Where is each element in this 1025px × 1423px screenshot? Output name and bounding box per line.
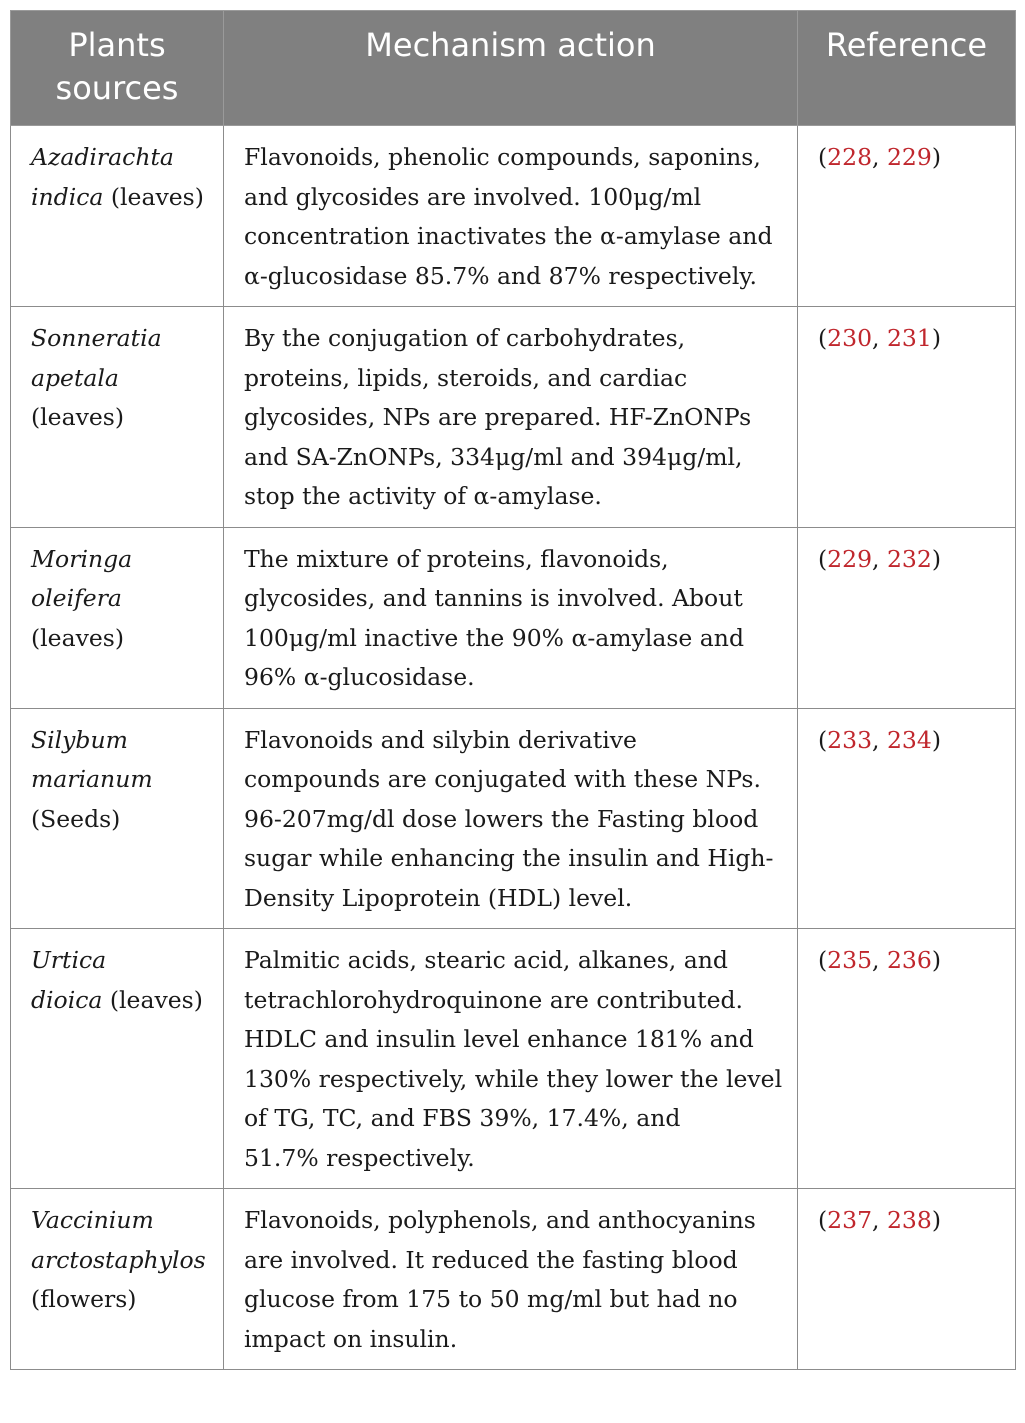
plant-source-cell	[11, 708, 224, 929]
plant-source-line	[31, 178, 215, 218]
plant-source-line	[31, 1241, 215, 1281]
table-row	[11, 527, 1016, 708]
reference-cell: (237, 238)	[798, 1189, 1016, 1370]
plant-part: (leaves)	[31, 403, 125, 431]
species-name: Azadirachta	[31, 143, 174, 171]
reference-link[interactable]: 229	[827, 544, 873, 573]
mechanism-line: of TG, TC, and FBS 39%, 17.4%, and	[244, 1104, 681, 1132]
plant-part: (leaves)	[103, 182, 204, 211]
plant-source-line	[31, 359, 215, 399]
plant-source-line	[31, 721, 215, 761]
mechanism-line: α-glucosidase 85.7% and 87% respectively.	[244, 261, 757, 290]
plant-part: (leaves)	[102, 985, 203, 1014]
plant-source-cell	[11, 126, 224, 307]
mechanism-line: 100μg/ml inactive the 90% α-amylase and	[244, 623, 744, 652]
reference-link[interactable]: 238	[886, 1206, 932, 1234]
reference-link[interactable]: 229	[886, 143, 932, 171]
mechanism-cell	[224, 929, 798, 1189]
reference-link[interactable]: 237	[827, 1206, 873, 1234]
reference-link[interactable]: 230	[827, 324, 873, 352]
species-name: marianum	[31, 765, 153, 793]
mechanism-cell	[224, 307, 798, 528]
reference-cell: (229, 232)	[798, 527, 1016, 708]
header-line: Plants	[68, 26, 166, 64]
mechanism-line: 96% α-glucosidase.	[244, 663, 475, 691]
table-row	[11, 126, 1016, 307]
species-name: Vaccinium	[31, 1206, 154, 1234]
mechanism-line: 51.7% respectively.	[244, 1143, 475, 1172]
plant-source-line	[31, 760, 215, 800]
species-name: Silybum	[31, 725, 128, 754]
plant-source-line	[31, 1280, 215, 1320]
reference-cell: (230, 231)	[798, 307, 1016, 528]
plant-part: (Seeds)	[31, 804, 121, 833]
species-name: Sonneratia	[31, 324, 162, 352]
reference-link[interactable]: 233	[827, 725, 873, 754]
mechanism-line: Flavonoids and silybin derivative	[244, 725, 637, 754]
plants-mechanism-table	[10, 10, 1016, 1370]
mechanism-line: concentration inactivates the α-amylase and	[244, 222, 773, 250]
mechanism-line: glucose from 175 to 50 mg/ml but had no	[244, 1285, 738, 1313]
plant-part: (flowers)	[31, 1285, 137, 1313]
plant-source-line	[31, 619, 215, 659]
mechanism-line: proteins, lipids, steroids, and cardiac	[244, 363, 688, 392]
mechanism-line: By the conjugation of carbohydrates,	[244, 324, 686, 352]
reference-link[interactable]: 232	[886, 544, 932, 573]
table-row	[11, 708, 1016, 929]
mechanism-line: Palmitic acids, stearic acid, alkanes, and	[244, 946, 728, 974]
mechanism-line: stop the activity of α-amylase.	[244, 482, 602, 510]
mechanism-line: tetrachlorohydroquinone are contributed.	[244, 985, 744, 1014]
header-reference	[798, 11, 1016, 126]
mechanism-line: HDLC and insulin level enhance 181% and	[244, 1025, 754, 1053]
species-name: Urtica	[31, 946, 107, 974]
mechanism-line: impact on insulin.	[244, 1324, 458, 1353]
mechanism-line: Flavonoids, polyphenols, and anthocyanins	[244, 1206, 756, 1234]
reference-cell: (235, 236)	[798, 929, 1016, 1189]
reference-cell: (228, 229)	[798, 126, 1016, 307]
mechanism-line: and SA-ZnONPs, 334μg/ml and 394μg/ml,	[244, 442, 743, 471]
reference-link[interactable]: 231	[886, 324, 932, 352]
plant-part: (leaves)	[31, 623, 125, 652]
mechanism-line: and glycosides are involved. 100μg/ml	[244, 182, 702, 211]
mechanism-cell	[224, 708, 798, 929]
species-name: dioica	[31, 985, 103, 1014]
plant-source-line	[31, 138, 215, 178]
reference-link[interactable]: 236	[886, 946, 932, 974]
plant-source-line	[31, 941, 215, 981]
plant-source-cell	[11, 307, 224, 528]
species-name: apetala	[31, 363, 119, 392]
header-line: Reference	[825, 26, 988, 64]
reference-link[interactable]: 235	[827, 946, 873, 974]
mechanism-cell	[224, 126, 798, 307]
header-line: Mechanism action	[365, 26, 656, 64]
header-mechanism-action	[224, 11, 798, 126]
plant-source-cell	[11, 527, 224, 708]
table-header-row	[11, 11, 1016, 126]
mechanism-line: Density Lipoprotein (HDL) level.	[244, 883, 633, 912]
reference-cell: (233, 234)	[798, 708, 1016, 929]
plant-source-cell	[11, 929, 224, 1189]
species-name: oleifera	[31, 584, 122, 612]
plant-source-line	[31, 579, 215, 619]
table-row	[11, 307, 1016, 528]
plant-source-cell	[11, 1189, 224, 1370]
plant-source-line	[31, 540, 215, 580]
mechanism-line: are involved. It reduced the fasting blood	[244, 1245, 738, 1274]
plant-source-line	[31, 398, 215, 438]
header-plants-sources	[11, 11, 224, 126]
species-name: arctostaphylos	[31, 1245, 206, 1274]
mechanism-line: compounds are conjugated with these NPs.	[244, 765, 761, 793]
mechanism-line: The mixture of proteins, flavonoids,	[244, 544, 669, 573]
header-line: sources	[55, 69, 179, 107]
table-row	[11, 1189, 1016, 1370]
plant-source-line	[31, 319, 215, 359]
table-row	[11, 929, 1016, 1189]
mechanism-cell	[224, 527, 798, 708]
plant-source-line	[31, 1201, 215, 1241]
plant-source-line	[31, 981, 215, 1021]
plant-source-line	[31, 800, 215, 840]
mechanism-line: glycosides, NPs are prepared. HF-ZnONPs	[244, 403, 752, 431]
mechanism-line: Flavonoids, phenolic compounds, saponins,	[244, 143, 761, 171]
reference-link[interactable]: 234	[886, 725, 932, 754]
mechanism-line: 96-207mg/dl dose lowers the Fasting blood	[244, 804, 759, 833]
species-name: Moringa	[31, 544, 133, 573]
mechanism-line: 130% respectively, while they lower the level	[244, 1064, 783, 1093]
mechanism-line: sugar while enhancing the insulin and High-	[244, 844, 774, 872]
species-name: indica	[31, 182, 104, 211]
mechanism-line: glycosides, and tannins is involved. About	[244, 584, 743, 612]
mechanism-cell	[224, 1189, 798, 1370]
reference-link[interactable]: 228	[827, 143, 873, 171]
